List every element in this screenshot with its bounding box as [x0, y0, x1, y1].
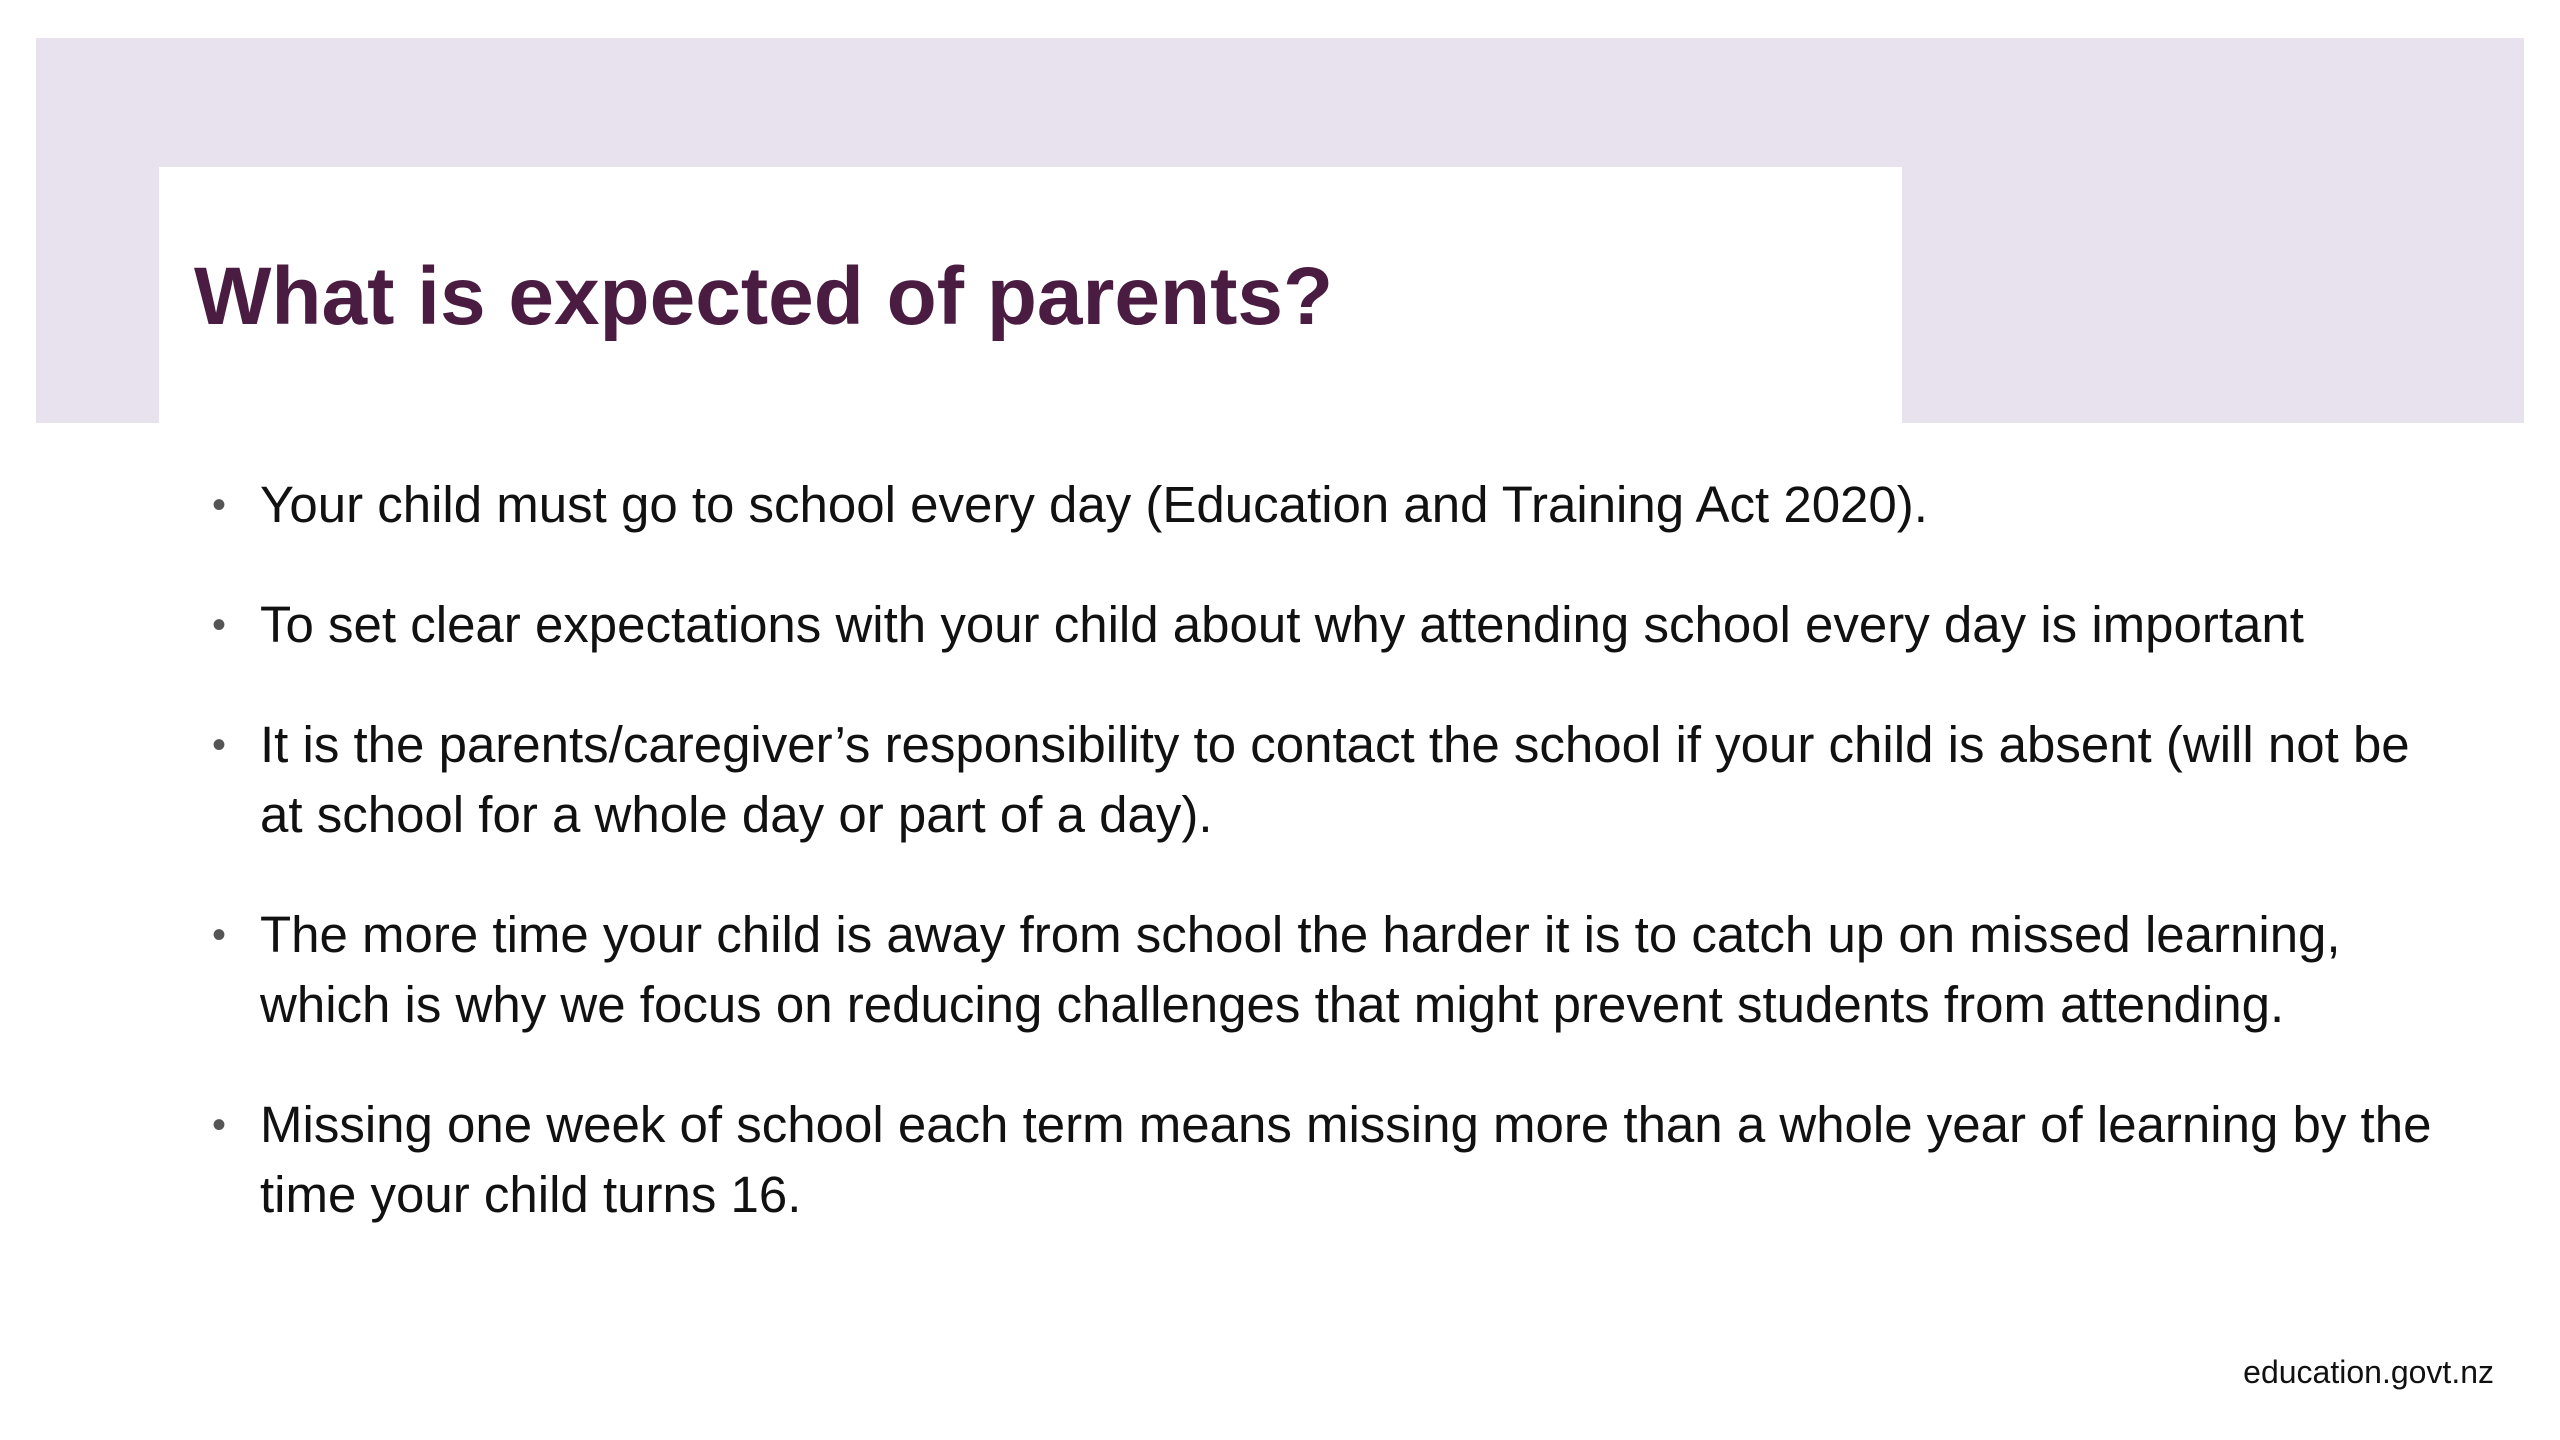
bullet-item [200, 710, 2460, 850]
bullet-text: Missing one week of school each term means missing more than a whole year of learning by the time your child turns 16. [260, 1096, 2432, 1223]
bullet-item [200, 1090, 2460, 1230]
footer-url: education.govt.nz [2243, 1354, 2494, 1390]
bullet-dot-icon: • [212, 483, 227, 527]
bullet-item [200, 470, 2460, 540]
slide-title: What is expected of parents? [194, 251, 1334, 342]
bullet-list [200, 470, 2460, 1280]
bullet-text: The more time your child is away from school the harder it is to catch up on missed learning, which is why we focus on reducing challenges that might prevent students from attending. [260, 906, 2341, 1033]
bullet-text: Your child must go to school every day (Education and Training Act 2020). [260, 476, 1928, 533]
bullet-dot-icon: • [212, 603, 227, 647]
bullet-text: It is the parents/caregiver’s responsibility to contact the school if your child is absent (will not be at school for a whole day or part of a day). [260, 716, 2410, 843]
bullet-text: To set clear expectations with your child about why attending school every day is important [260, 596, 2304, 653]
bullet-dot-icon: • [212, 723, 227, 767]
bullet-dot-icon: • [212, 1103, 227, 1147]
bullet-item [200, 590, 2460, 660]
bullet-dot-icon: • [212, 913, 227, 957]
bullet-item [200, 900, 2460, 1040]
